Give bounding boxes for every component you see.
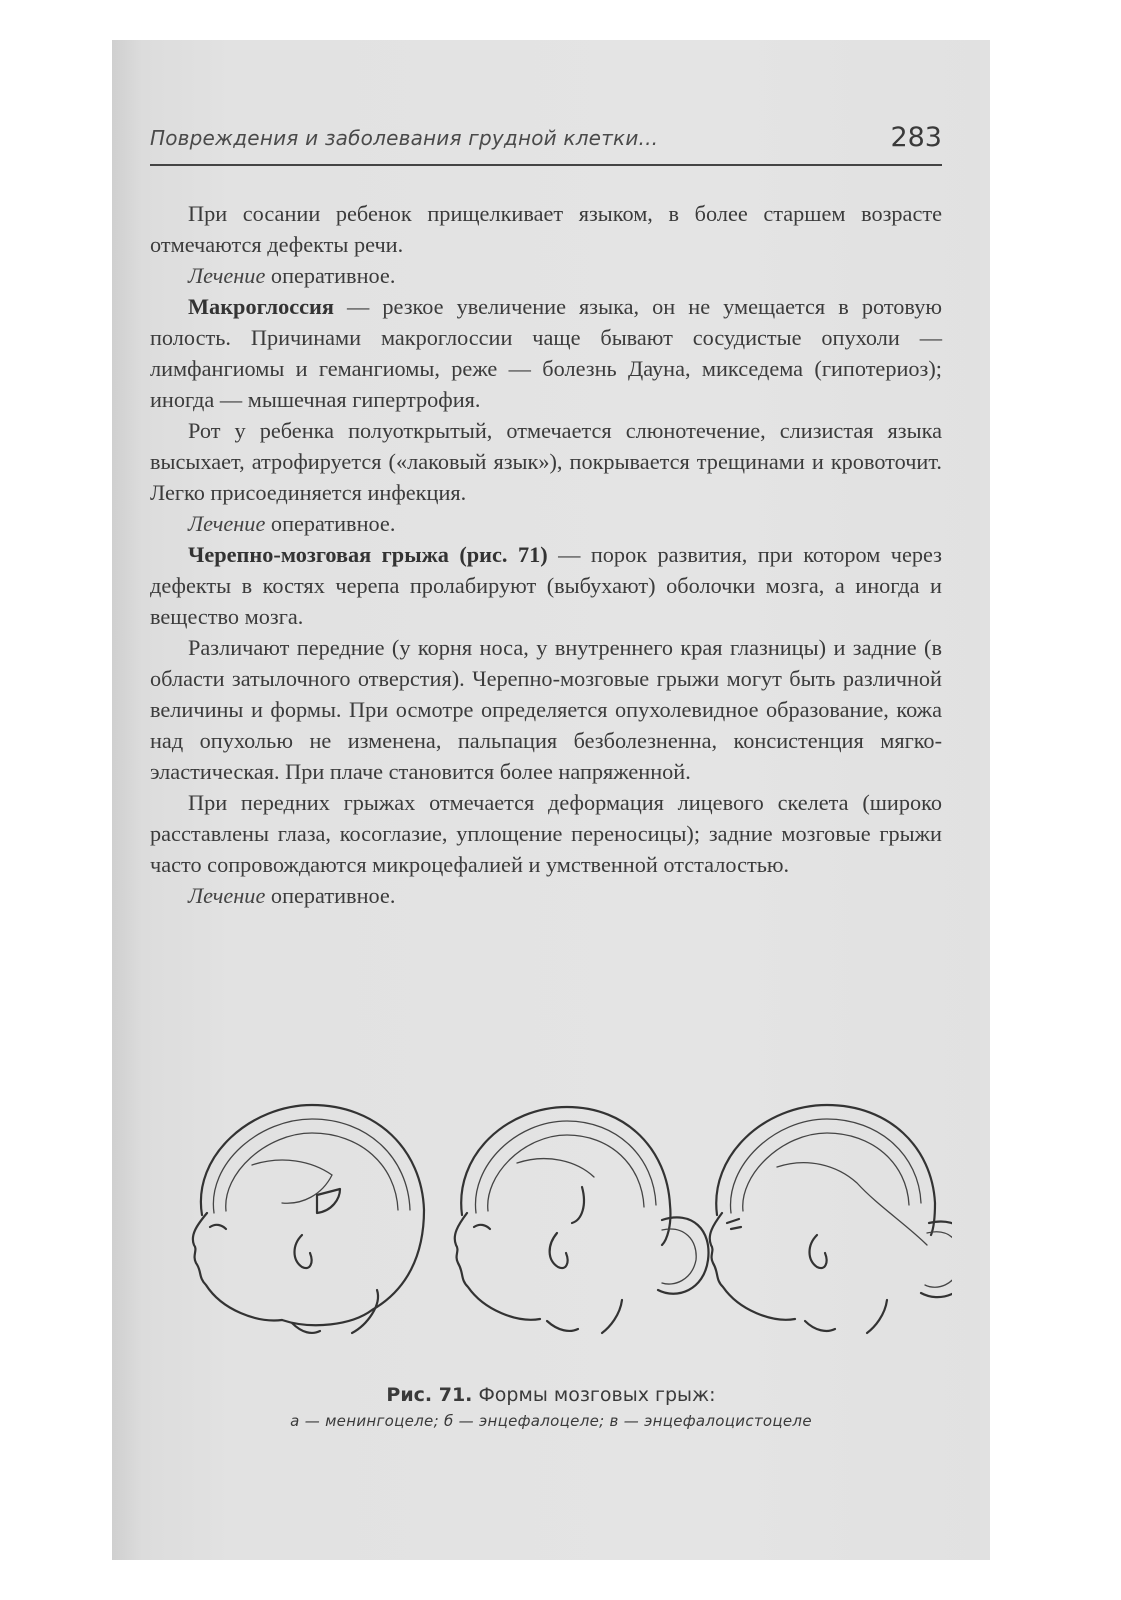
paragraph-3 xyxy=(150,291,942,415)
caption-label: Рис. 71. xyxy=(386,1384,473,1406)
page-number: 283 xyxy=(890,122,942,153)
paragraph-4-text: Рот у ребенка полуоткрытый, отмечается слюнотечение, слизистая языка высыхает, атрофируется («лаковый язык»), покрывается трещинами и кровоточит. Легко присоединяется инфекция. xyxy=(150,418,942,505)
paragraph-1-text: При сосании ребенок прищелкивает языком, в более старшем возрасте отмечаются дефекты речи. xyxy=(150,201,942,257)
body-text xyxy=(150,198,942,911)
paragraph-5-text: оперативное. xyxy=(265,511,396,536)
term-macroglossia: Макроглоссия xyxy=(188,294,334,319)
caption-title-line xyxy=(112,1384,990,1406)
treatment-label: Лечение xyxy=(188,883,266,908)
paragraph-8-text: При передних грыжах отмечается деформация лицевого скелета (широко расставлены глаза, косоглазие, уплощение переносицы); задние мозговые грыжи часто сопровождаются микроцефалией и умственной отсталостью. xyxy=(150,790,942,877)
meningocele-head-illustration xyxy=(193,1105,424,1333)
figure-caption xyxy=(112,1384,990,1430)
term-cranial-hernia: Черепно-мозговая грыжа (рис. 71) xyxy=(188,542,548,567)
paragraph-2-text: оперативное. xyxy=(265,263,396,288)
header-title: Повреждения и заболевания грудной клетки... xyxy=(150,126,659,150)
caption-title: Формы мозговых грыж: xyxy=(472,1384,716,1406)
paragraph-2 xyxy=(150,260,942,291)
paragraph-7-text: Различают передние (у корня носа, у внутреннего края глазницы) и задние (в области затылочного отверстия). Черепно-мозговые грыжи могут быть различной величины и формы. При осмотре определяется опухолевидное образование, кожа над опухолью не изменена, пальпация безболезненна, консистенция мягко-эластическая. При плаче становится более напряженной. xyxy=(150,635,942,784)
running-header xyxy=(150,120,942,166)
encephalocystocele-head-illustration xyxy=(710,1105,952,1333)
paragraph-8 xyxy=(150,787,942,880)
paragraph-5 xyxy=(150,508,942,539)
paragraph-9-text: оперативное. xyxy=(265,883,396,908)
scanned-page xyxy=(112,40,990,1560)
paragraph-4 xyxy=(150,415,942,508)
paragraph-6 xyxy=(150,539,942,632)
paragraph-3-text: — резкое увеличение языка, он не умещается в ротовую полость. Причинами макроглоссии чаще бывают сосудистые опухоли — лимфангиомы и гемангиомы, реже — болезнь Дауна, микседема (гипотериоз); иногда — мышечная гипертрофия. xyxy=(150,294,942,412)
paragraph-9 xyxy=(150,880,942,911)
caption-legend: а — менингоцеле; б — энцефалоцеле; в — энцефалоцистоцеле xyxy=(290,1412,812,1430)
figure-71-illustration xyxy=(152,1095,952,1340)
treatment-label: Лечение xyxy=(188,511,266,536)
treatment-label: Лечение xyxy=(188,263,266,288)
paragraph-6-text: — порок развития, при котором через дефекты в костях черепа пролабируют (выбухают) оболочки мозга, а иногда и вещество мозга. xyxy=(150,542,942,629)
paragraph-7 xyxy=(150,632,942,787)
encephalocele-head-illustration xyxy=(455,1107,709,1333)
paragraph-1 xyxy=(150,198,942,260)
